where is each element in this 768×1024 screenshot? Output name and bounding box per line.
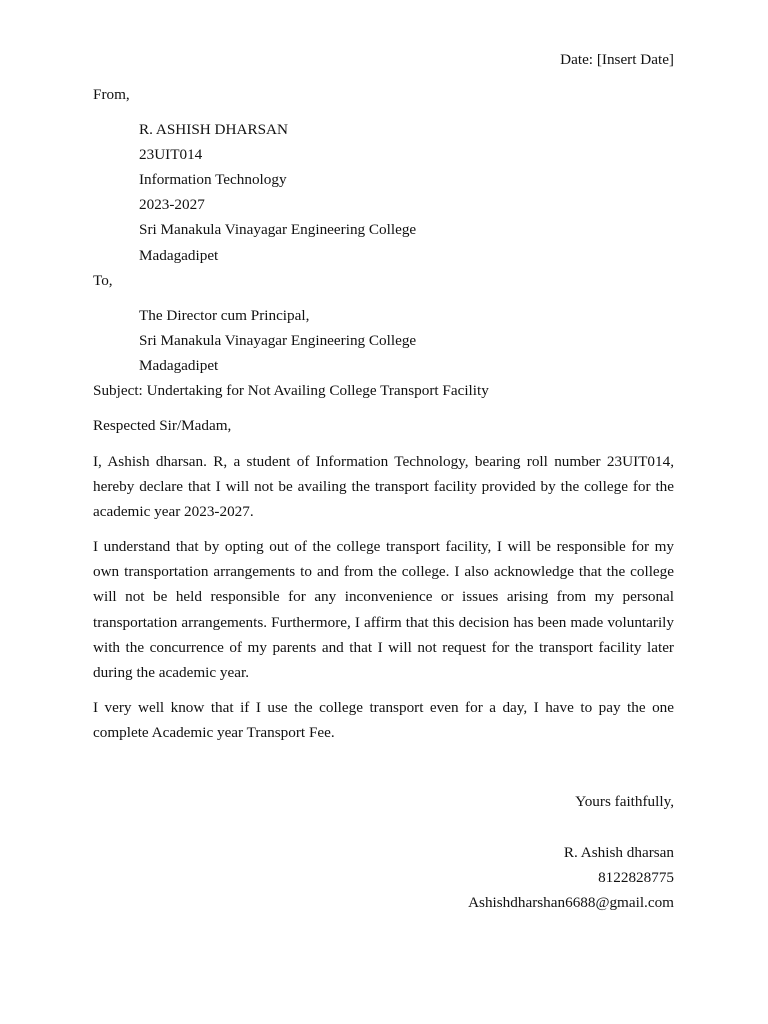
recipient-location: Madagadipet xyxy=(139,357,219,374)
sender-location: Madagadipet xyxy=(139,247,219,264)
body-paragraph-3: I very well know that if I use the college transport even for a day, I have to pay the one complete Academic year Transport Fee. xyxy=(93,699,674,742)
from-label: From, xyxy=(93,86,130,103)
sender-batch: 2023-2027 xyxy=(139,196,205,213)
to-label: To, xyxy=(93,272,113,289)
letter-subject: Subject: Undertaking for Not Availing College Transport Facility xyxy=(93,382,489,399)
recipient-title: The Director cum Principal, xyxy=(139,307,310,324)
recipient-college: Sri Manakula Vinayagar Engineering College xyxy=(139,332,417,349)
letter-page xyxy=(93,0,674,1024)
sender-name: R. ASHISH DHARSAN xyxy=(139,121,288,138)
sender-roll-number: 23UIT014 xyxy=(139,146,203,163)
signature-name: R. Ashish dharsan xyxy=(563,844,674,861)
sender-department: Information Technology xyxy=(139,171,287,188)
signature-email: Ashishdharshan6688@gmail.com xyxy=(468,894,674,911)
body-paragraph-2: I understand that by opting out of the college transport facility, I will be responsible for my own transportation arrangements to and from the college. I also acknowledge that the college will not be held responsible for any inconvenience or issues arising from my personal transportation arrangements. Furthermore, I affirm that this decision has been made voluntarily with the concurrence of my parents and that I will not request for the transport facility later during the academic year. xyxy=(93,538,674,682)
salutation: Respected Sir/Madam, xyxy=(93,417,232,434)
signature-phone: 8122828775 xyxy=(598,869,674,886)
sender-college: Sri Manakula Vinayagar Engineering College xyxy=(139,221,417,238)
body-paragraph-1: I, Ashish dharsan. R, a student of Information Technology, bearing roll number 23UIT014, hereby declare that I will not be availing the transport facility provided by the college for the academic year 2023-2027. xyxy=(93,453,674,521)
closing: Yours faithfully, xyxy=(575,793,674,810)
letter-date: Date: [Insert Date] xyxy=(560,51,674,68)
